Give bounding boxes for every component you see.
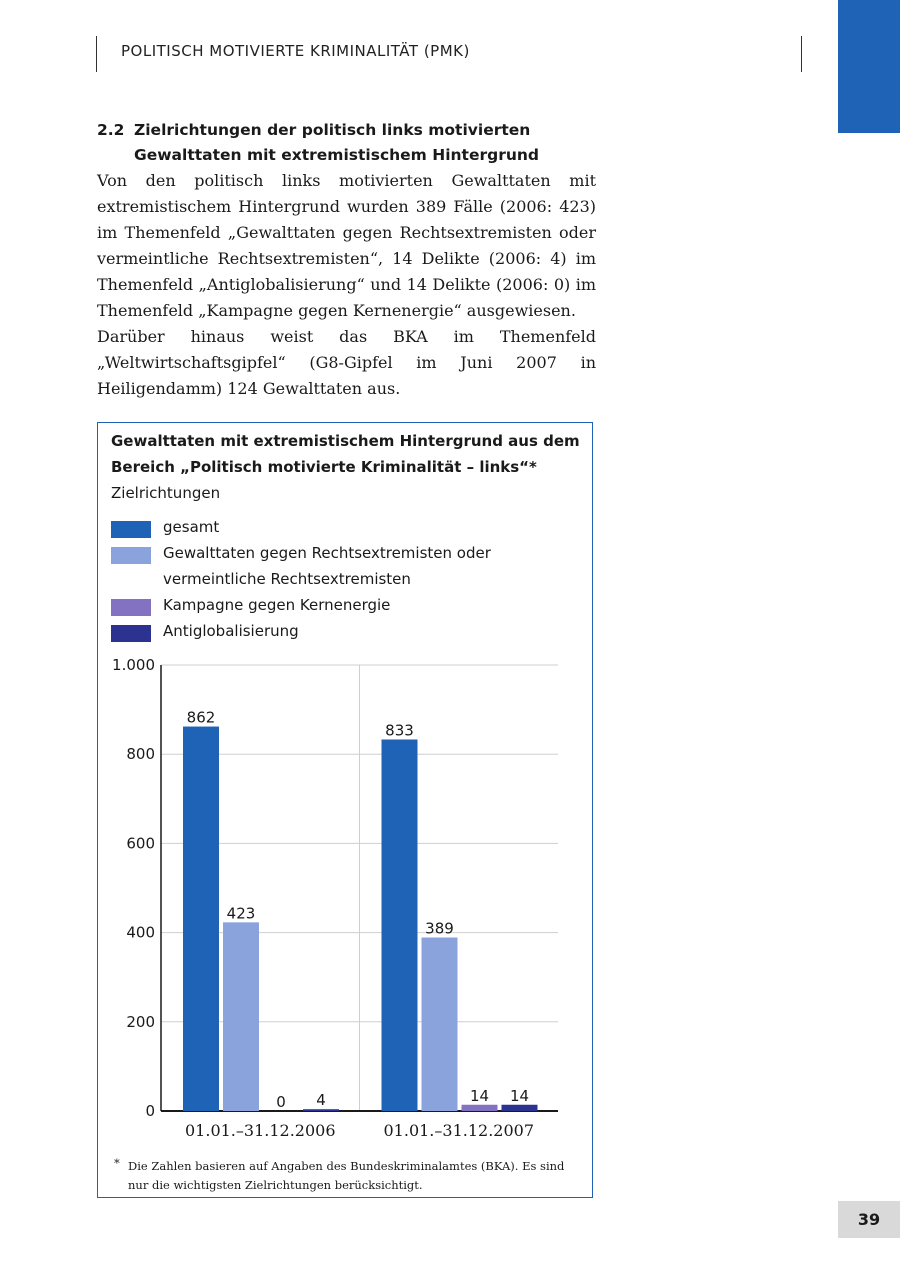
bar-value-label: 833: [385, 721, 414, 740]
x-category-label: 01.01.–31.12.2007: [383, 1121, 534, 1140]
section-heading: [97, 118, 597, 168]
bar-value-label: 14: [469, 1086, 490, 1105]
body-paragraph: Darüber hinaus weist das BKA im Themenfeld „Weltwirtschaftsgipfel“ (G8-Gipfel im Juni 2007 in Heiligendamm) 124 Gewalttaten aus.: [97, 327, 596, 398]
chapter-tab-marker: [838, 0, 900, 133]
chart-box: [97, 422, 593, 1198]
bar-chart: [98, 423, 591, 1153]
bar-value-label: 862: [186, 708, 216, 727]
bar-value-label: 0: [276, 1093, 286, 1111]
footnote-marker: *: [114, 1156, 120, 1170]
body-text: [97, 168, 596, 402]
legend-label: Gewalttaten gegen Rechtsextremisten oder vermeintliche Rechtsextremisten: [163, 544, 491, 588]
footnote-text: Die Zahlen basieren auf Angaben des Bundeskriminalamtes (BKA). Es sind nur die wichtigsten Zielrichtungen berücksichtigt.: [128, 1159, 565, 1192]
bar: [462, 1105, 498, 1111]
y-tick-label: 800: [126, 745, 155, 764]
bar-value-label: 389: [425, 919, 454, 938]
body-paragraph: Von den politisch links motivierten Gewalttaten mit extremistischem Hintergrund wurden 389 Fälle (2006: 423) im Themenfeld „Gewalttaten gegen Rechtsextremisten oder vermeintliche Rechtsextremisten“, 14 Delikte (2006: 4) im Themenfeld „Antiglobalisierung“ und 14 Delikte (2006: 0) im Themenfeld „Kampagne gegen Kernenergie“ ausgewiesen.: [97, 171, 596, 320]
bar: [183, 727, 219, 1111]
section-title: Zielrichtungen der politisch links motivierten Gewalttaten mit extremistischem Hintergrund: [134, 121, 540, 164]
bar-value-label: 423: [226, 904, 256, 923]
bar-value-label: 4: [316, 1091, 326, 1110]
chart-title: Gewalttaten mit extremistischem Hintergrund aus dem Bereich „Politisch motivierte Kriminalität – links“*: [111, 432, 580, 476]
x-category-label: 01.01.–31.12.2006: [185, 1121, 336, 1140]
y-tick-label: 600: [126, 834, 155, 853]
header-rule-right: [801, 36, 802, 72]
bar-value-label: 14: [509, 1086, 530, 1105]
y-tick-label: 400: [126, 923, 155, 942]
legend-label: gesamt: [163, 518, 220, 536]
bar: [502, 1105, 538, 1111]
legend-label: Kampagne gegen Kernenergie: [163, 596, 391, 614]
section-number: 2.2: [97, 121, 125, 139]
y-tick-label: 0: [145, 1102, 155, 1120]
chart-subtitle: Zielrichtungen: [111, 484, 221, 502]
bar: [422, 938, 458, 1111]
legend-label: Antiglobalisierung: [163, 622, 299, 640]
bar: [303, 1109, 339, 1111]
bar: [223, 922, 259, 1111]
header-rule-left: [96, 36, 97, 72]
running-head: POLITISCH MOTIVIERTE KRIMINALITÄT (PMK): [121, 42, 470, 60]
chart-footnote: [114, 1157, 574, 1195]
y-tick-label: 1.000: [112, 656, 155, 674]
page-number: 39: [838, 1201, 900, 1238]
bar: [382, 739, 418, 1111]
y-tick-label: 200: [126, 1012, 155, 1031]
